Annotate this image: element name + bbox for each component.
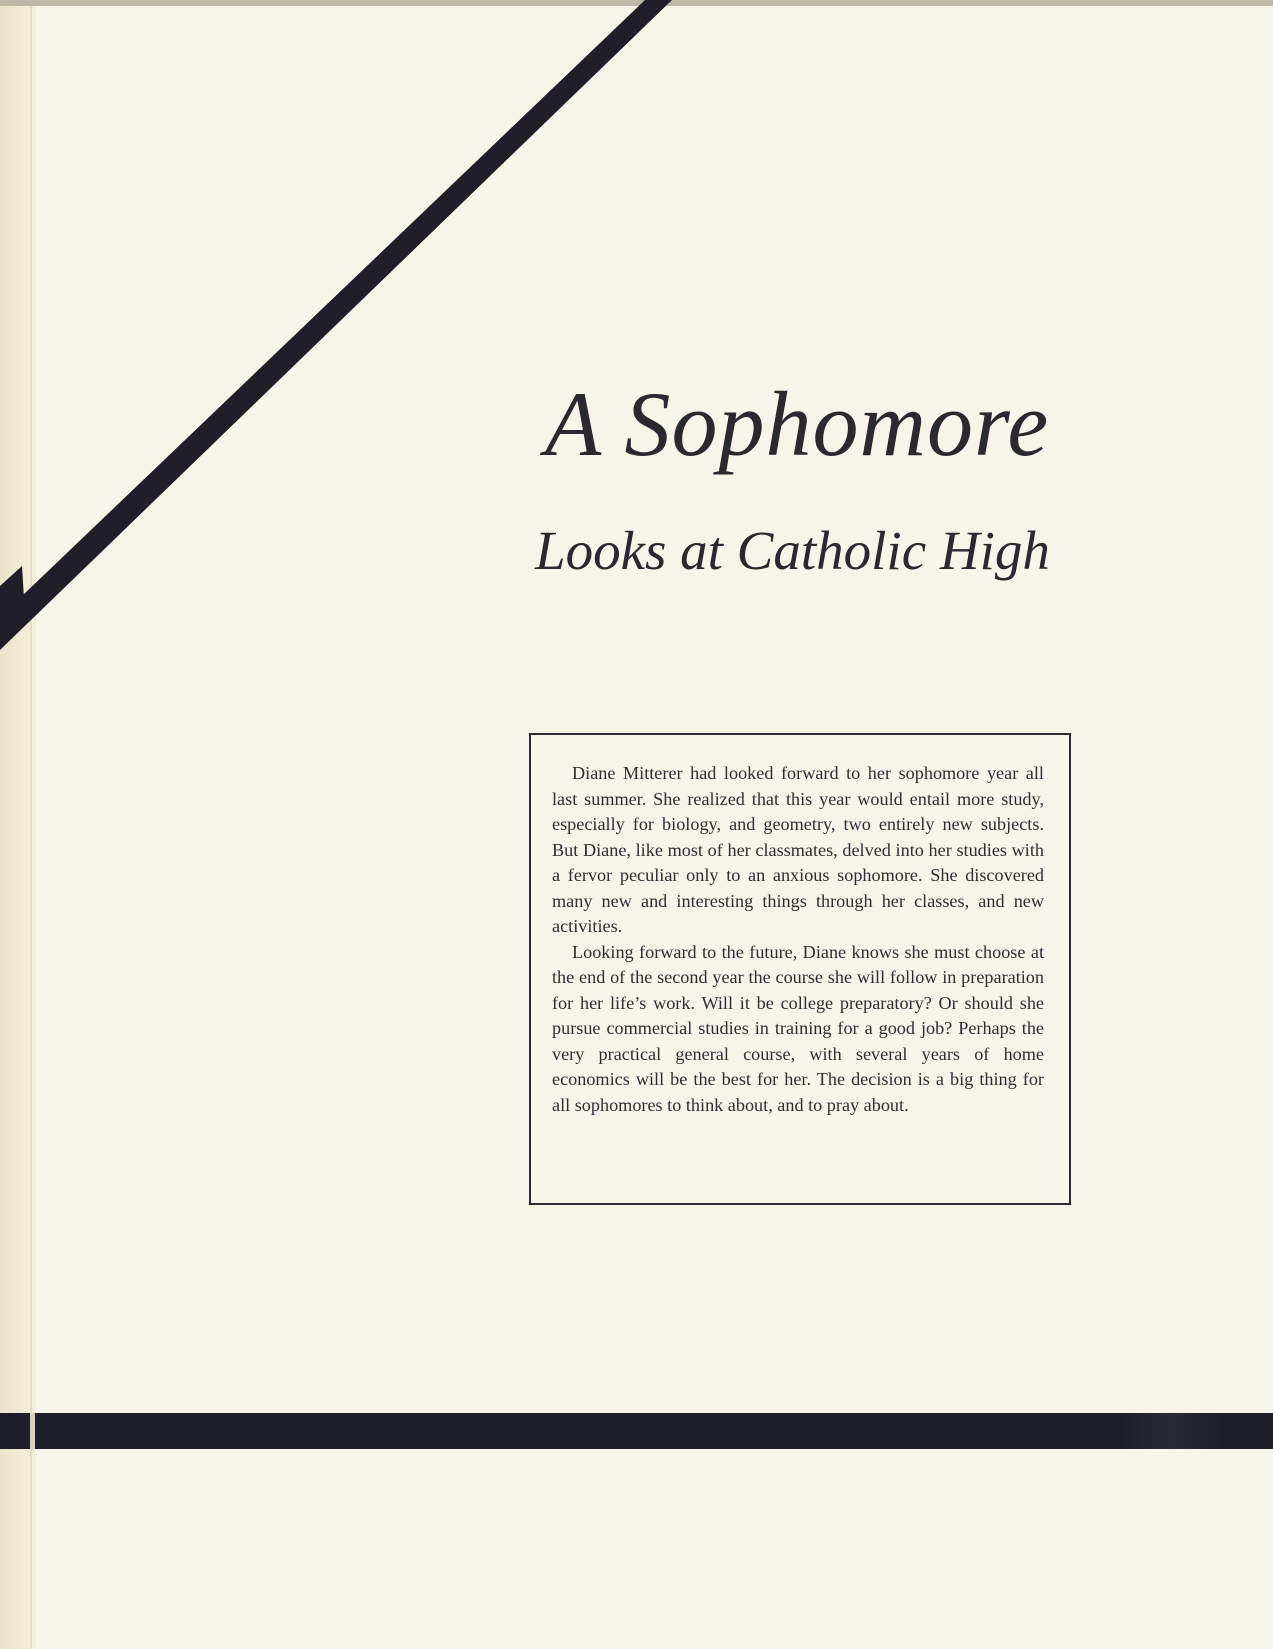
article-paragraph-2: Looking forward to the future, Diane knows she must choose at the end of the second year the course she will follow in preparation for her life’s work. Will it be college preparatory? Or should she pursue commercial studies in training for a good job? Perhaps the very practical general course, with several years of home economics will be the best for her. The decision is a big thing for all sophomores to think about, and to pray about.: [552, 941, 1044, 1115]
bottom-band-binding-gap: [30, 1413, 35, 1449]
page-title: A Sophomore: [545, 373, 1050, 475]
bottom-band: [0, 1413, 1273, 1449]
article-box: [529, 733, 1071, 1205]
article-paragraph-1: Diane Mitterer had looked forward to her sophomore year all last summer. She realized that this year would entail more study, especially for biology, and geometry, two entirely new subjects. But Diane, like most of her classmates, delved into her studies with a fervor peculiar only to an anxious sophomore. She discovered many new and interesting things through her classes, and new activities.: [552, 763, 1044, 936]
page-subtitle: Looks at Catholic High: [535, 520, 1050, 581]
